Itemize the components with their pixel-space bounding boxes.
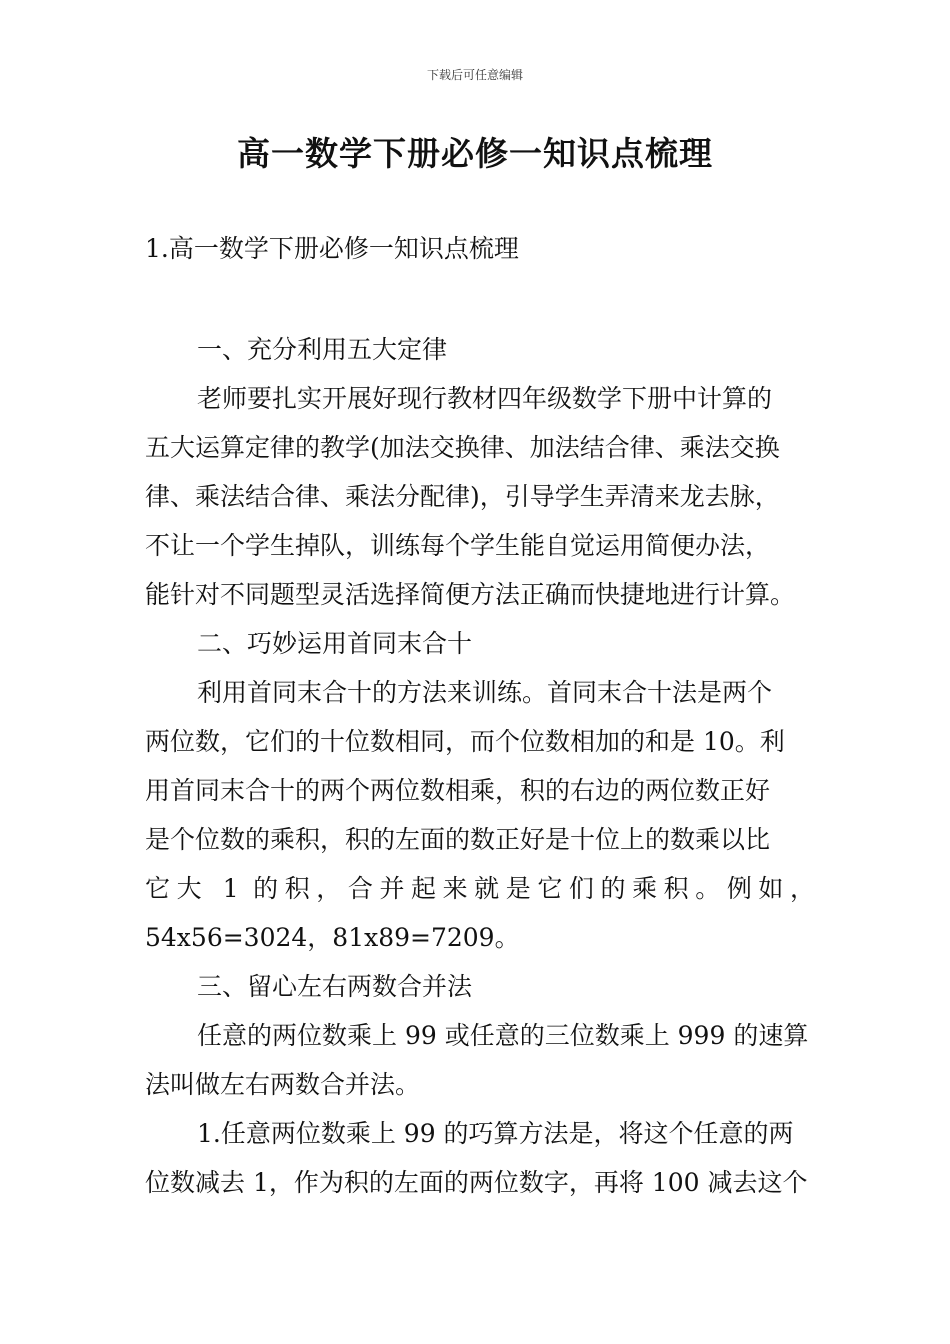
paragraph-line: 法叫做左右两数合并法。 xyxy=(145,1070,421,1099)
paragraph-line: 律、乘法结合律、乘法分配律)，引导学生弄清来龙去脉， xyxy=(145,482,780,511)
section-heading: 一、充分利用五大定律 xyxy=(197,335,448,364)
paragraph-line: 老师要扎实开展好现行教材四年级数学下册中计算的 xyxy=(197,384,773,413)
paragraph-line: 用首同末合十的两个两位数相乘，积的右边的两位数正好 xyxy=(145,776,771,805)
document-title: 高一数学下册必修一知识点梳理 xyxy=(237,134,713,173)
paragraph-line: 任意的两位数乘上 99 或任意的三位数乘上 999 的速算 xyxy=(197,1021,809,1050)
paragraph-line: 两位数，它们的十位数相同，而个位数相加的和是 10。利 xyxy=(145,727,785,756)
document-subheading: 1.高一数学下册必修一知识点梳理 xyxy=(145,234,519,263)
section-heading: 二、巧妙运用首同末合十 xyxy=(197,629,473,658)
blank-line xyxy=(145,273,815,325)
paragraph-line: 54x56=3024，81x89=7209。 xyxy=(145,923,520,952)
paragraph-line: 1.任意两位数乘上 99 的巧算方法是，将这个任意的两 xyxy=(197,1119,794,1148)
document-body xyxy=(145,224,815,1207)
paragraph-line: 是个位数的乘积，积的左面的数正好是十位上的数乘以比 xyxy=(145,825,771,854)
paragraph-line: 五大运算定律的教学(加法交换律、加法结合律、乘法交换 xyxy=(145,433,780,462)
paragraph-line: 位数减去 1，作为积的左面的两位数字，再将 100 减去这个 xyxy=(145,1168,808,1197)
paragraph-line: 能针对不同题型灵活选择简便方法正确而快捷地进行计算。 xyxy=(145,580,796,609)
paragraph-line: 利用首同末合十的方法来训练。首同末合十法是两个 xyxy=(197,678,773,707)
page-header-note: 下载后可任意编辑 xyxy=(426,68,523,82)
paragraph-line: 不让一个学生掉队，训练每个学生能自觉运用简便办法， xyxy=(145,531,771,560)
section-heading: 三、留心左右两数合并法 xyxy=(197,972,473,1001)
paragraph-line: 它大 1 的积，合并起来就是它们的乘积。例如， xyxy=(145,874,815,903)
